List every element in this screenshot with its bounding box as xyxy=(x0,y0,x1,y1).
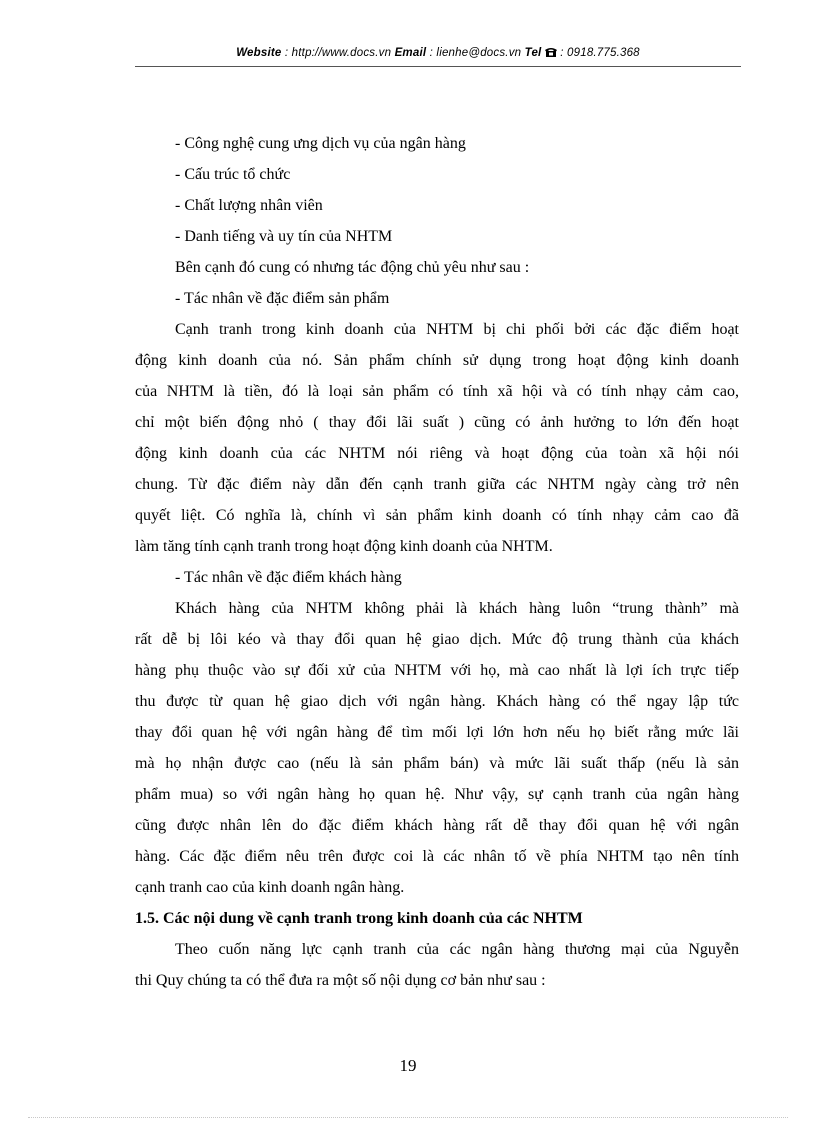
paragraph-line: - Công nghệ cung ưng dịch vụ của ngân hàng xyxy=(175,135,466,152)
paragraph-line: Cạnh tranh trong kinh doanh của NHTM bị chi phối bởi các đặc điểm hoạt xyxy=(175,321,739,338)
paragraph-line: hàng. Các đặc điểm nêu trên được coi là các nhân tố về phía NHTM tạo nên tính xyxy=(135,848,739,865)
phone-icon xyxy=(545,47,557,57)
paragraph-line: thu được từ quan hệ giao dịch với ngân hàng. Khách hàng có thể ngay lập tức xyxy=(135,693,739,710)
paragraph-line: động kinh doanh của nó. Sản phẩm chính sử dụng trong hoạt động kinh doanh xyxy=(135,352,739,369)
paragraph-line: - Tác nhân về đặc điểm khách hàng xyxy=(175,569,402,586)
paragraph-line: Bên cạnh đó cung có nhưng tác động chủ yêu như sau : xyxy=(175,259,530,276)
paragraph-line: của NHTM là tiền, đó là loại sản phẩm có tính xã hội và có tính nhạy cảm cao, xyxy=(135,383,739,400)
email-label: Email xyxy=(394,47,427,59)
website-value: : http://www.docs.vn xyxy=(281,47,395,59)
section-heading: 1.5. Các nội dung về cạnh tranh trong kinh doanh của các NHTM xyxy=(135,910,583,927)
page-bottom-divider xyxy=(28,1117,788,1118)
page-header xyxy=(135,47,741,67)
paragraph-line: rất dễ bị lôi kéo và thay đổi quan hệ giao dịch. Mức độ trung thành của khách xyxy=(135,631,739,648)
paragraph-line: hàng phụ thuộc vào sự đối xử của NHTM với họ, mà cao nhất là lợi ích trực tiếp xyxy=(135,662,739,679)
paragraph-line: động kinh doanh của các NHTM nói riêng và hoạt động của toàn xã hội nói xyxy=(135,445,739,462)
paragraph-line: - Tác nhân về đặc điểm sản phẩm xyxy=(175,290,390,307)
body-text xyxy=(135,128,739,996)
paragraph-line: cũng được nhân lên do đặc điểm khách hàng rất dễ thay đổi quan hệ với ngân xyxy=(135,817,739,834)
paragraph-line: Theo cuốn năng lực cạnh tranh của các ngân hàng thương mại của Nguyễn xyxy=(175,941,739,958)
paragraph-line: phẩm mua) so với ngân hàng họ quan hệ. Như vậy, sự cạnh tranh của ngân hàng xyxy=(135,786,739,803)
paragraph-line: Khách hàng của NHTM không phải là khách hàng luôn “trung thành” mà xyxy=(175,600,739,617)
paragraph-line: thi Quy chúng ta có thể đưa ra một số nội dụng cơ bản như sau : xyxy=(135,972,546,989)
paragraph-line: mà họ nhận được cao (nếu là sản phẩm bán) và mức lãi suất thấp (nếu là sản xyxy=(135,755,739,772)
website-label: Website xyxy=(236,47,282,59)
page-number: 19 xyxy=(399,1056,417,1075)
email-value: : lienhe@docs.vn xyxy=(426,47,525,59)
paragraph-line: chung. Từ đặc điểm này dẫn đến cạnh tranh giữa các NHTM ngày càng trở nên xyxy=(135,476,739,493)
paragraph-line: chỉ một biến động nhỏ ( thay đổi lãi suất ) cũng có ảnh hưởng to lớn đến hoạt xyxy=(135,414,739,431)
paragraph-line: - Cấu trúc tổ chức xyxy=(175,166,291,183)
tel-label: Tel xyxy=(524,47,542,59)
header-rule xyxy=(135,66,741,67)
paragraph-line: quyết liệt. Có nghĩa là, chính vì sản phẩm kinh doanh có tính nhạy cảm cao đã xyxy=(135,507,739,524)
tel-value: : 0918.775.368 xyxy=(556,47,640,59)
paragraph-line: cạnh tranh cao của kinh doanh ngân hàng. xyxy=(135,879,405,896)
paragraph-line: - Chất lượng nhân viên xyxy=(175,197,323,214)
paragraph-line: thay đổi quan hệ với ngân hàng để tìm mối lợi lớn hơn nếu họ biết rằng mức lãi xyxy=(135,724,739,741)
paragraph-line: làm tăng tính cạnh tranh trong hoạt động kinh doanh của NHTM. xyxy=(135,538,553,555)
paragraph-line: - Danh tiếng và uy tín của NHTM xyxy=(175,228,393,245)
